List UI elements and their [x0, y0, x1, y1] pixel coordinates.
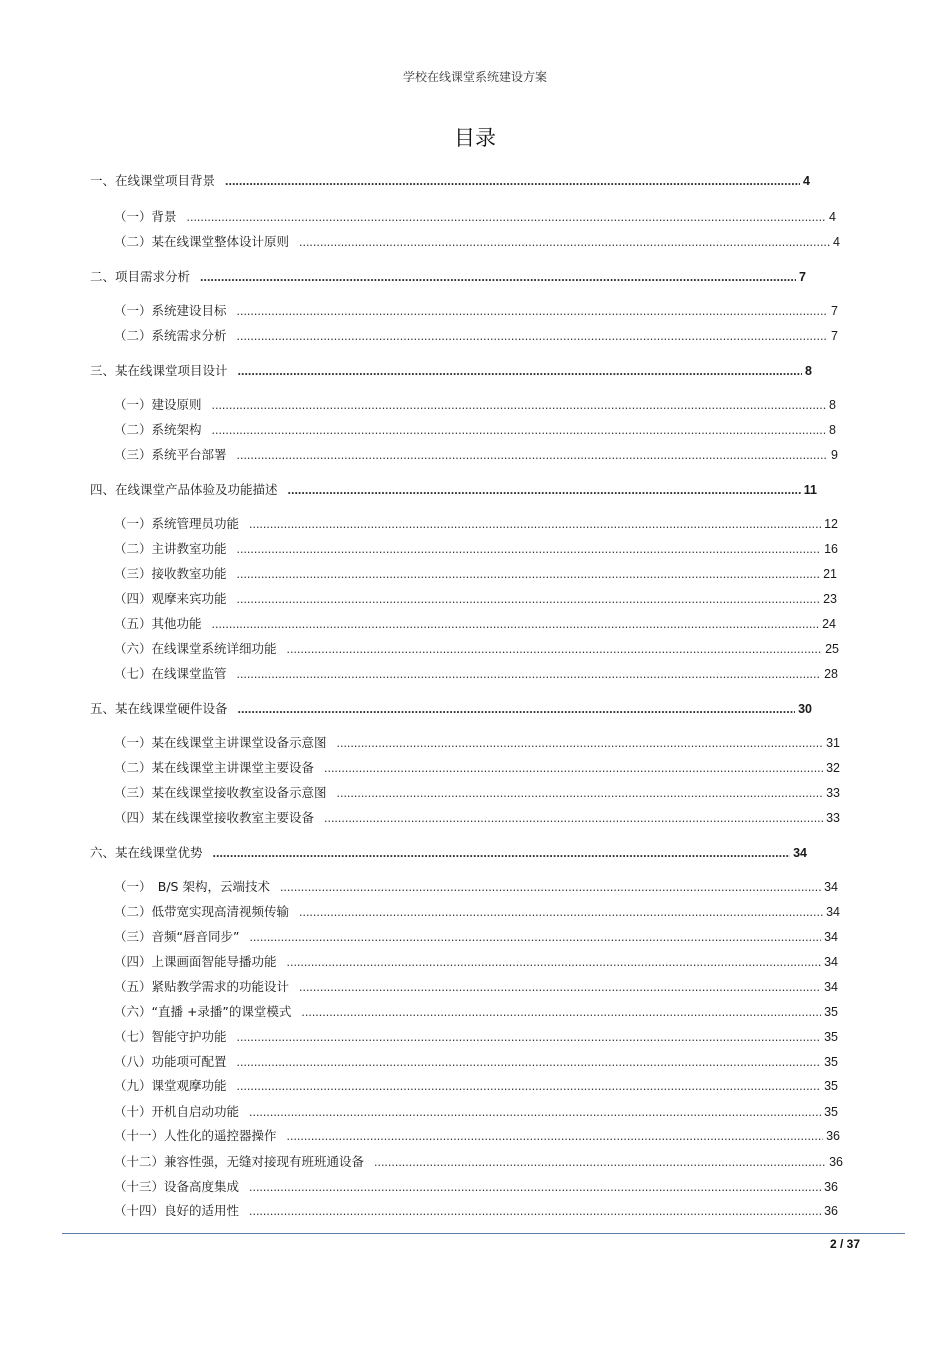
- dot-leader: [212, 421, 827, 439]
- toc-entry-label: （二）主讲教室功能: [114, 541, 227, 556]
- toc-entry-page: 16: [824, 542, 838, 556]
- toc-chapter-entry[interactable]: [90, 481, 817, 499]
- toc-entry-label: （一）背景: [114, 209, 177, 224]
- toc-entry-page: 12: [824, 517, 838, 531]
- toc-entry-page: 8: [829, 423, 836, 437]
- toc-entry-page: 23: [823, 592, 837, 606]
- toc-entry-label: （三）接收教室功能: [114, 566, 227, 581]
- dot-leader: [299, 978, 821, 996]
- dot-leader: [237, 327, 829, 345]
- toc-entry-page: 34: [824, 930, 838, 944]
- toc-entry-page: 33: [826, 786, 840, 800]
- toc-entry-label: （二）某在线课堂整体设计原则: [114, 234, 290, 249]
- dot-leader: [280, 878, 821, 896]
- toc-section-entry[interactable]: [114, 302, 838, 320]
- toc-entry-label: （三）某在线课堂接收教室设备示意图: [114, 785, 327, 800]
- toc-section-entry[interactable]: [114, 565, 837, 583]
- toc-entry-label: （九）课堂观摩功能: [114, 1078, 227, 1093]
- toc-entry-page: 8: [805, 364, 812, 378]
- dot-leader: [287, 1127, 824, 1145]
- toc-entry-label: （六）在线课堂系统详细功能: [114, 641, 277, 656]
- toc-entry-label: （四）某在线课堂接收教室主要设备: [114, 810, 315, 825]
- dot-leader: [301, 1003, 821, 1021]
- dot-leader: [374, 1153, 826, 1171]
- toc-entry-page: 21: [823, 567, 837, 581]
- toc-entry-page: 4: [803, 174, 810, 188]
- toc-entry-page: 35: [824, 1055, 838, 1069]
- toc-entry-label: （六）“直播 +录播”的课堂模式: [114, 1004, 292, 1019]
- toc-entry-page: 31: [826, 736, 840, 750]
- toc-entry-label: （十一）人性化的遥控器操作: [114, 1128, 277, 1143]
- toc-entry-page: 36: [829, 1155, 843, 1169]
- toc-entry-page: 35: [824, 1079, 838, 1093]
- toc-entry-page: 25: [825, 642, 839, 656]
- toc-section-entry[interactable]: [114, 540, 838, 558]
- dot-leader: [287, 953, 822, 971]
- toc-entry-label: （七）在线课堂监管: [114, 666, 227, 681]
- toc-section-entry[interactable]: [114, 1127, 840, 1145]
- toc-entry-label: 五、某在线课堂硬件设备: [90, 701, 228, 716]
- toc-entry-page: 30: [798, 702, 812, 716]
- dot-leader: [337, 734, 824, 752]
- toc-chapter-entry[interactable]: [90, 268, 806, 286]
- toc-section-entry[interactable]: [114, 878, 838, 896]
- toc-section-entry[interactable]: [114, 1178, 838, 1196]
- toc-section-entry[interactable]: [114, 1077, 838, 1095]
- toc-entry-page: 36: [826, 1129, 840, 1143]
- toc-section-entry[interactable]: [114, 327, 838, 345]
- toc-section-entry[interactable]: [114, 928, 838, 946]
- toc-entry-label: （二）系统架构: [114, 422, 202, 437]
- toc-entry-label: （二）某在线课堂主讲课堂主要设备: [114, 760, 315, 775]
- dot-leader: [237, 665, 822, 683]
- toc-entry-page: 11: [803, 483, 817, 497]
- toc-section-entry[interactable]: [114, 1028, 838, 1046]
- toc-section-entry[interactable]: [114, 1103, 838, 1121]
- toc-entry-page: 36: [824, 1204, 838, 1218]
- toc-entry-page: 34: [824, 880, 838, 894]
- toc-entry-page: 24: [822, 617, 836, 631]
- dot-leader: [288, 481, 801, 499]
- page-number: 2 / 37: [829, 1237, 860, 1251]
- toc-entry-label: （八）功能项可配置: [114, 1054, 227, 1069]
- toc-entry-label: （十）开机自启动功能: [114, 1104, 240, 1119]
- toc-section-entry[interactable]: [114, 1153, 843, 1171]
- toc-entry-page: 7: [831, 329, 838, 343]
- toc-entry-page: 32: [826, 761, 840, 775]
- toc-entry-page: 34: [826, 905, 840, 919]
- toc-entry-page: 7: [799, 270, 806, 284]
- toc-section-entry[interactable]: [114, 640, 839, 658]
- toc-section-entry[interactable]: [114, 734, 840, 752]
- toc-section-entry[interactable]: [114, 233, 840, 251]
- toc-entry-page: 35: [824, 1105, 838, 1119]
- toc-section-entry[interactable]: [114, 903, 840, 921]
- toc-section-entry[interactable]: [114, 515, 838, 533]
- toc-entry-page: 4: [829, 210, 836, 224]
- toc-entry-label: 四、在线课堂产品体验及功能描述: [90, 482, 278, 497]
- toc-section-entry[interactable]: [114, 953, 838, 971]
- toc-entry-label: （十三）设备高度集成: [114, 1179, 240, 1194]
- dot-leader: [238, 700, 796, 718]
- toc-entry-page: 34: [824, 980, 838, 994]
- toc-section-entry[interactable]: [114, 446, 838, 464]
- toc-chapter-entry[interactable]: [90, 700, 812, 718]
- toc-section-entry[interactable]: [114, 784, 840, 802]
- dot-leader: [237, 565, 821, 583]
- toc-entry-page: 9: [831, 448, 838, 462]
- toc-entry-label: （七）智能守护功能: [114, 1029, 227, 1044]
- dot-leader: [237, 1028, 822, 1046]
- dot-leader: [212, 396, 827, 414]
- toc-entry-page: 7: [831, 304, 838, 318]
- toc-entry-label: （一）建设原则: [114, 397, 202, 412]
- toc-entry-label: （三）音频“唇音同步”: [114, 929, 240, 944]
- toc-entry-label: （十二）兼容性强，无缝对接现有班班通设备: [114, 1154, 365, 1169]
- toc-entry-label: （三）系统平台部署: [114, 447, 227, 462]
- page-header: 学校在线课堂系统建设方案: [402, 70, 547, 84]
- dot-leader: [249, 515, 821, 533]
- toc-entry-label: （一） B/S 架构，云端技术: [114, 879, 270, 894]
- toc-section-entry[interactable]: [114, 978, 838, 996]
- toc-entry-label: （四）观摩来宾功能: [114, 591, 227, 606]
- toc-section-entry[interactable]: [114, 396, 836, 414]
- toc-entry-page: 36: [824, 1180, 838, 1194]
- dot-leader: [299, 903, 823, 921]
- toc-entry-page: 28: [824, 667, 838, 681]
- footer-divider: [62, 1233, 905, 1234]
- toc-chapter-entry[interactable]: [90, 844, 807, 862]
- toc-entry-page: 8: [829, 398, 836, 412]
- toc-entry-label: （五）紧贴教学需求的功能设计: [114, 979, 290, 994]
- dot-leader: [324, 759, 823, 777]
- dot-leader: [324, 809, 823, 827]
- toc-section-entry[interactable]: [114, 208, 836, 226]
- toc-entry-page: 4: [833, 235, 840, 249]
- toc-chapter-entry[interactable]: [90, 362, 812, 380]
- dot-leader: [238, 362, 803, 380]
- dot-leader: [237, 590, 821, 608]
- toc-section-entry[interactable]: [114, 809, 840, 827]
- toc-entry-page: 35: [824, 1030, 838, 1044]
- toc-entry-page: 34: [793, 846, 807, 860]
- toc-section-entry[interactable]: [114, 1202, 838, 1220]
- toc-section-entry[interactable]: [114, 421, 836, 439]
- dot-leader: [249, 1202, 821, 1220]
- dot-leader: [299, 233, 830, 251]
- toc-entry-label: （五）其他功能: [114, 616, 202, 631]
- dot-leader: [187, 208, 827, 226]
- toc-entry-page: 33: [826, 811, 840, 825]
- toc-section-entry[interactable]: [114, 665, 838, 683]
- dot-leader: [237, 446, 829, 464]
- toc-entry-label: 一、在线课堂项目背景: [90, 173, 216, 188]
- toc-entry-label: （十四）良好的适用性: [114, 1203, 240, 1218]
- toc-section-entry[interactable]: [114, 1053, 838, 1071]
- dot-leader: [337, 784, 824, 802]
- toc-entry-page: 35: [824, 1005, 838, 1019]
- toc-entry-label: （一）系统管理员功能: [114, 516, 240, 531]
- dot-leader: [237, 540, 822, 558]
- toc-entry-label: 三、某在线课堂项目设计: [90, 363, 228, 378]
- toc-section-entry[interactable]: [114, 1003, 838, 1021]
- toc-entry-label: （二）低带宽实现高清视频传输: [114, 904, 290, 919]
- dot-leader: [249, 928, 821, 946]
- dot-leader: [249, 1103, 821, 1121]
- toc-entry-label: （一）某在线课堂主讲课堂设备示意图: [114, 735, 327, 750]
- toc-entry-label: （二）系统需求分析: [114, 328, 227, 343]
- dot-leader: [287, 640, 823, 658]
- dot-leader: [200, 268, 796, 286]
- dot-leader: [237, 1077, 822, 1095]
- toc-entry-label: （四）上课画面智能导播功能: [114, 954, 277, 969]
- dot-leader: [212, 615, 820, 633]
- dot-leader: [237, 1053, 822, 1071]
- toc-section-entry[interactable]: [114, 590, 837, 608]
- toc-chapter-entry[interactable]: [90, 172, 810, 190]
- toc-entry-page: 34: [824, 955, 838, 969]
- toc-entry-label: （一）系统建设目标: [114, 303, 227, 318]
- dot-leader: [237, 302, 829, 320]
- dot-leader: [249, 1178, 821, 1196]
- dot-leader: [225, 172, 800, 190]
- toc-title: 目录: [454, 126, 496, 150]
- toc-entry-label: 二、项目需求分析: [90, 269, 191, 284]
- dot-leader: [213, 844, 791, 862]
- toc-entry-label: 六、某在线课堂优势: [90, 845, 203, 860]
- toc-section-entry[interactable]: [114, 615, 836, 633]
- toc-section-entry[interactable]: [114, 759, 840, 777]
